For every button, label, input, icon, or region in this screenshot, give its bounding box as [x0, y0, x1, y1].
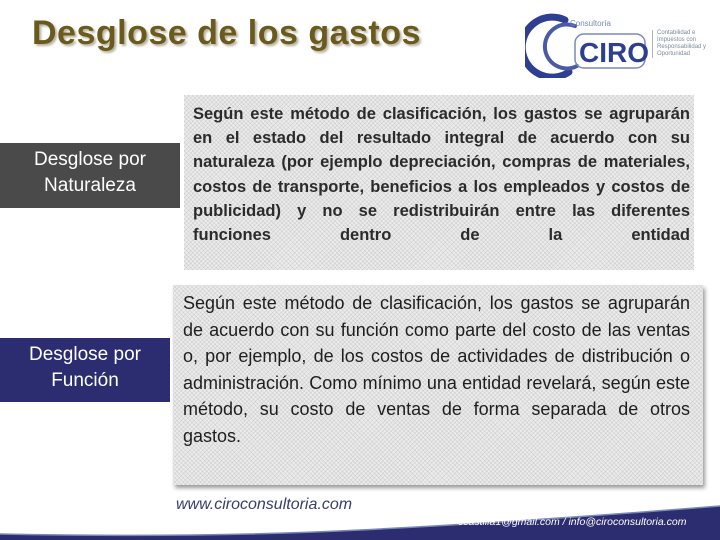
funcion-label: Desglose por Función: [0, 338, 170, 402]
naturaleza-label: Desglose por Naturaleza: [0, 143, 180, 208]
ciro-logo: [525, 12, 715, 78]
logo-top-word: Consultoría: [570, 19, 611, 28]
logo-tagline: Contabilidad e Impuestos con Responsabilidad y Oportunidad: [652, 30, 715, 58]
naturaleza-description: Según este método de clasificación, los gastos se agruparán en el estado del resultado integral de acuerdo con su naturaleza (por ejemplo depreciación, compras de materiales, costos de transporte, beneficios a los empleados y costos de publicidad) y no se redistribuirán entre las diferentes funciones dentro de la entidad: [193, 105, 690, 245]
contact-emails[interactable]: ccastilla1@gmail.com / info@ciroconsultoria.com: [458, 516, 687, 528]
funcion-description: Según este método de clasificación, los gastos se agruparán de acuerdo con su función como parte del costo de las ventas o, por ejemplo, de los costos de actividades de distribución o administración. Como mínimo una entidad revelará, según este método, su costo de ventas de forma separada de otros gastos.: [183, 293, 690, 446]
slide-title: Desglose de los gastos: [32, 14, 421, 52]
ciro-logo-mark: [525, 12, 665, 78]
logo-wordmark: CIRO: [579, 37, 649, 68]
website-link[interactable]: www.ciroconsultoria.com: [176, 496, 353, 513]
